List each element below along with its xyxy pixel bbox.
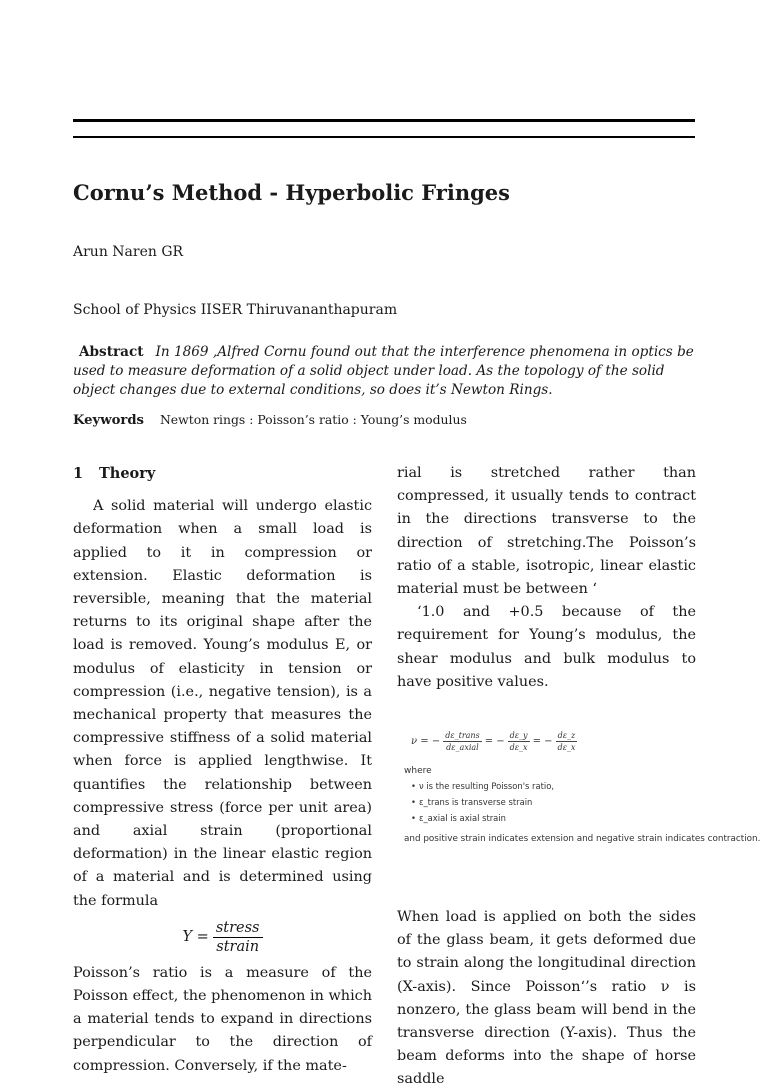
theory-paragraph-continued: rial is stretched rather than compressed, it usually tends to contract in the directions transverse to the direction of stretching.The Poisson’s ratio of a stable, isotropic, linear elastic material must be between ‘ [397,465,696,598]
eq-lhs: ν = − [411,736,441,748]
eq-frac3-num: dε_z [557,731,576,741]
theory-paragraph-2: Poisson’s ratio is a measure of the Poisson effect, the phenomenon in which a material tends to expand in directions perpendicular to the direction of compression. Conversely, if the mate- [73,964,372,1074]
formula-numerator: stress [213,919,263,938]
figure-bullets [411,778,554,826]
header-rule-bottom [73,136,695,138]
author-name: Arun Naren GR [73,244,184,260]
theory-paragraph-4: When load is applied on both the sides of the glass beam, it gets deformed due to strain along the longitudinal direction (X-axis). Since Poisson‘’s ratio ν is nonzero, the glass beam will bend in the transverse direction (Y-axis). Thus the beam deforms into the shape of horse saddle [397,909,696,1088]
keywords-text: Newton rings : Poisson’s ratio : Young’s modulus [159,412,467,427]
keywords-label: Keywords [73,413,144,428]
eq-mid-1: = − [484,736,505,748]
section-title: Theory [99,465,156,482]
left-column [73,462,372,1078]
eq-frac1-num: dε_trans [445,731,480,741]
eq-frac2-den: dε_x [509,743,528,753]
formula-denominator: strain [216,938,260,955]
eq-mid-2: = − [532,736,553,748]
list-item: • ε_trans is transverse strain [411,794,554,810]
figure-note: and positive strain indicates extension and negative strain indicates contraction. [404,834,761,845]
poisson-equation [411,730,577,753]
section-heading [73,462,372,485]
eq-fraction-2 [508,730,530,753]
eq-fraction-3 [556,730,578,753]
eq-frac1-den: dε_axial [446,743,479,753]
youngs-modulus-formula [73,919,372,956]
theory-paragraph-3: ‘1.0 and +0.5 because of the requirement for Young’s modulus, the shear modulus and bulk modulus to have positive values. [397,604,696,690]
paper-title: Cornu’s Method - Hyperbolic Fringes [73,180,510,205]
formula-fraction [213,919,263,956]
list-item: • ν is the resulting Poisson's ratio, [411,778,554,794]
poisson-ratio-figure [397,710,761,860]
header-rule-top [73,119,695,122]
affiliation: School of Physics IISER Thiruvananthapuram [73,302,398,318]
formula-lhs: Y = [182,928,209,945]
eq-fraction-1 [443,730,481,753]
theory-paragraph-1: A solid material will undergo elastic deformation when a small load is applied to it in compression or extension. Elastic deformation is reversible, meaning that the material returns to its original shape after the load is removed. Young’s modulus E, or modulus of elasticity in tension or compression (i.e., negative tension), is a mechanical property that measures the compressive stiffness of a solid material when force is applied lengthwise. It quantifies the relationship between compressive stress (force per unit area) and axial strain (proportional deformation) in the linear elastic region of a material and is determined using the formula [73,498,372,909]
abstract-text: In 1869 ,Alfred Cornu found out that the interference phenomena in optics be used to measure deformation of a solid object under load. As the topology of the solid object changes due to external conditions, so does it’s Newton Rings. [73,344,694,398]
abstract-label: Abstract [79,344,144,360]
figure-where: where [404,766,432,777]
eq-frac2-num: dε_y [509,731,528,741]
section-number: 1 [73,465,84,482]
list-item: • ε_axial is axial strain [411,810,554,826]
keywords [73,412,467,428]
eq-frac3-den: dε_x [557,743,576,753]
right-column [397,462,761,1092]
abstract [73,343,695,400]
